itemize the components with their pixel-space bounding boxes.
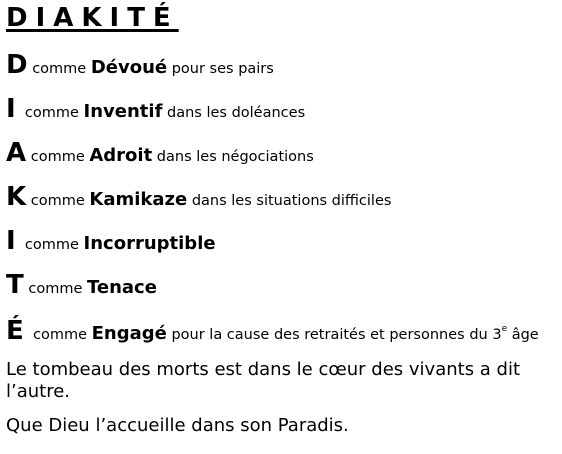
line-rest: pour ses pairs — [167, 61, 274, 77]
line-rest: dans les doléances — [162, 105, 306, 121]
initial-letter: K — [6, 182, 27, 212]
initial-letter: I — [6, 226, 16, 256]
keyword: Dévoué — [90, 57, 168, 78]
acrostic-line-e — [6, 314, 539, 350]
comme-text: comme — [26, 193, 90, 209]
initial-letter: É — [6, 316, 24, 346]
initial-letter: A — [6, 138, 27, 168]
comme-text: comme — [27, 61, 91, 77]
comme-text: comme — [23, 327, 92, 343]
comme-text: comme — [23, 281, 87, 297]
keyword: Incorruptible — [83, 233, 216, 254]
keyword: Kamikaze — [89, 189, 188, 210]
line-rest: dans les négociations — [152, 149, 314, 165]
initial-letter: D — [6, 50, 28, 80]
acrostic-line-d — [6, 50, 274, 84]
keyword: Inventif — [83, 101, 163, 122]
acrostic-title: DIAKITÉ — [6, 3, 179, 33]
keyword: Engagé — [91, 323, 167, 344]
keyword: Tenace — [86, 277, 157, 298]
closing-prayer: Que Dieu l’accueille dans son Paradis. — [6, 415, 349, 436]
comme-text: comme — [15, 237, 84, 253]
acrostic-line-i2 — [6, 226, 216, 260]
closing-quote: Le tombeau des morts est dans le cœur des vivants a dit l’autre. — [6, 359, 521, 402]
acrostic-line-k — [6, 182, 391, 216]
ordinal-superscript: e — [501, 324, 508, 334]
acrostic-line-a — [6, 138, 314, 172]
initial-letter: T — [6, 270, 24, 300]
comme-text: comme — [15, 105, 84, 121]
acrostic-line-t — [6, 270, 157, 304]
line-rest: pour la cause des retraités et personnes du 3 — [166, 327, 502, 343]
line-rest: dans les situations difficiles — [187, 193, 392, 209]
acrostic-line-i — [6, 94, 305, 128]
comme-text: comme — [26, 149, 90, 165]
keyword: Adroit — [89, 145, 153, 166]
line-rest-end: âge — [507, 327, 539, 343]
initial-letter: I — [6, 94, 16, 124]
